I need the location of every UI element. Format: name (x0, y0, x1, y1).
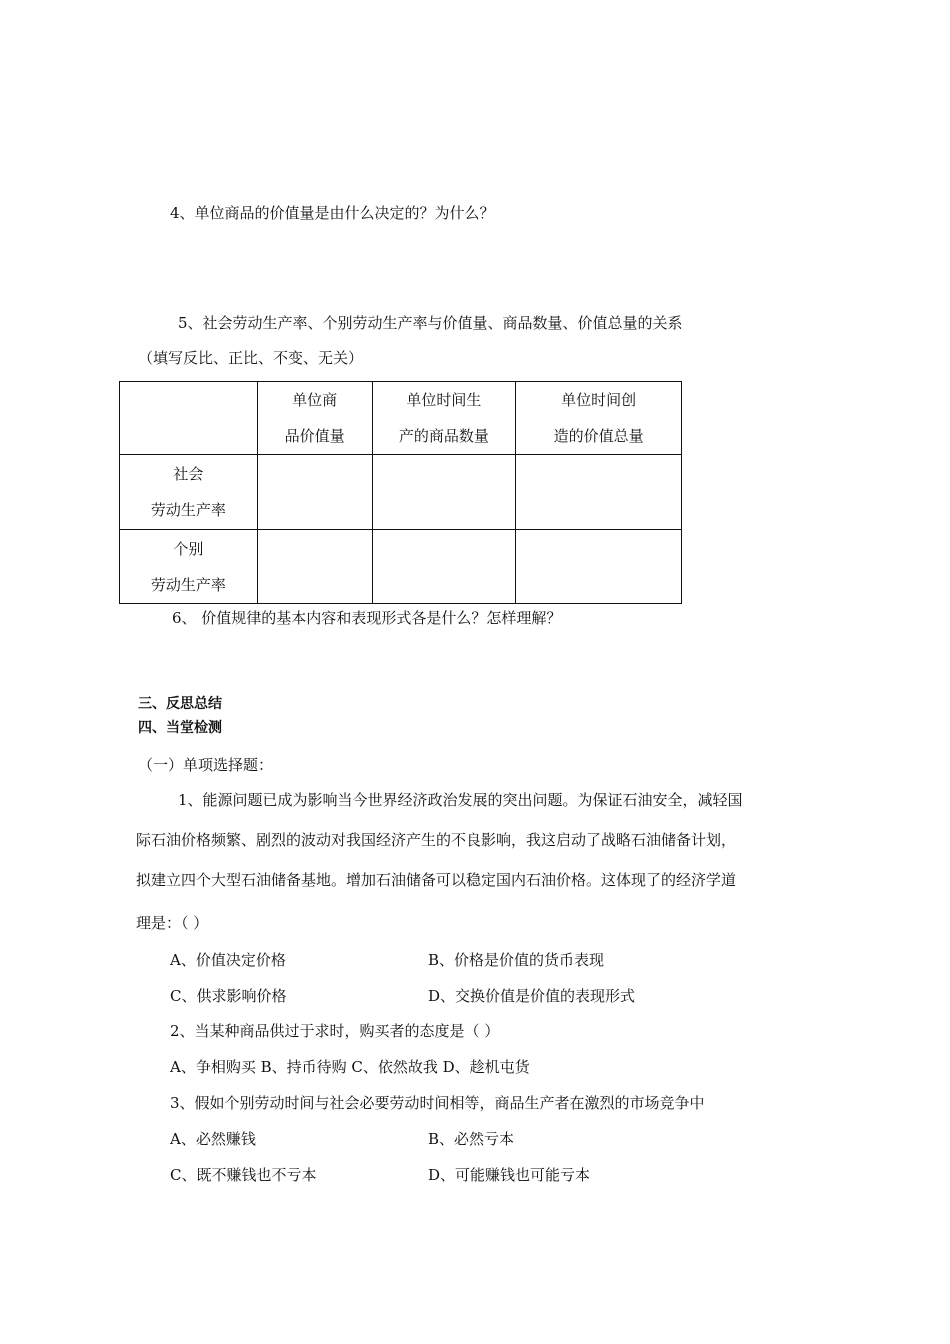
table-cell (257, 530, 372, 604)
table-header-cell (120, 382, 258, 455)
question-6: 6、 价值规律的基本内容和表现形式各是什么？怎样理解？ (172, 609, 562, 627)
question-5-note: （填写反比、正比、不变、无关） (138, 349, 364, 367)
table-header-cell (516, 382, 682, 455)
table-row (120, 455, 682, 530)
table-header-cell (257, 382, 372, 455)
table-header-cell (372, 382, 516, 455)
header-line: 单位商 (292, 391, 338, 409)
table-cell (516, 530, 682, 604)
mc1-option-b: B、价格是价值的货币表现 (428, 951, 605, 969)
mc3-option-b: B、必然亏本 (428, 1130, 515, 1148)
mc3-stem: 3、假如个别劳动时间与社会必要劳动时间相等，商品生产者在激烈的市场竞争中 (170, 1094, 705, 1112)
header-line: 造的价值总量 (553, 427, 644, 445)
header-line: 产的商品数量 (398, 427, 489, 445)
section-reflection-heading: 三、反思总结 (138, 696, 222, 712)
relationship-table (119, 381, 682, 604)
table-cell (257, 455, 372, 530)
mc1-stem-line: 拟建立四个大型石油储备基地。增加石油储备可以稳定国内石油价格。这体现了的经济学道 (136, 871, 737, 889)
row-label: 个别 劳动生产率 (120, 530, 258, 604)
header-line: 品价值量 (284, 427, 345, 445)
mc1-stem-line: 际石油价格频繁、剧烈的波动对我国经济产生的不良影响，我这启动了战略石油储备计划， (136, 831, 737, 849)
question-4: 4、单位商品的价值量是由什么决定的？为什么？ (170, 204, 495, 222)
table-cell (372, 455, 516, 530)
mc3-option-d: D、可能赚钱也可能亏本 (428, 1166, 591, 1184)
mc1-option-a: A、价值决定价格 (170, 951, 286, 969)
mc2-options: A、争相购买 B、持币待购 C、依然故我 D、趁机屯货 (170, 1058, 530, 1076)
table-cell (516, 455, 682, 530)
mc3-option-a: A、必然赚钱 (170, 1130, 256, 1148)
mc1-stem-line: 1、能源问题已成为影响当今世界经济政治发展的突出问题。为保证石油安全，减轻国 (178, 791, 743, 809)
question-5: 5、社会劳动生产率、个别劳动生产率与价值量、商品数量、价值总量的关系 (178, 314, 683, 332)
table-header-row (120, 382, 682, 455)
table-cell (372, 530, 516, 604)
mc1-option-c: C、供求影响价格 (170, 987, 287, 1005)
header-line: 单位时间生 (406, 391, 482, 409)
table-row (120, 530, 682, 604)
section-test-heading: 四、当堂检测 (138, 720, 222, 736)
header-line: 单位时间创 (561, 391, 637, 409)
subsection-single-choice: （一）单项选择题： (138, 756, 274, 774)
mc2-stem: 2、当某种商品供过于求时，购买者的态度是（ ） (170, 1022, 500, 1040)
row-label: 社会 劳动生产率 (120, 455, 258, 530)
mc3-option-c: C、既不赚钱也不亏本 (170, 1166, 317, 1184)
mc1-option-d: D、交换价值是价值的表现形式 (428, 987, 636, 1005)
mc1-stem-line: 理是：（ ） (136, 914, 209, 932)
